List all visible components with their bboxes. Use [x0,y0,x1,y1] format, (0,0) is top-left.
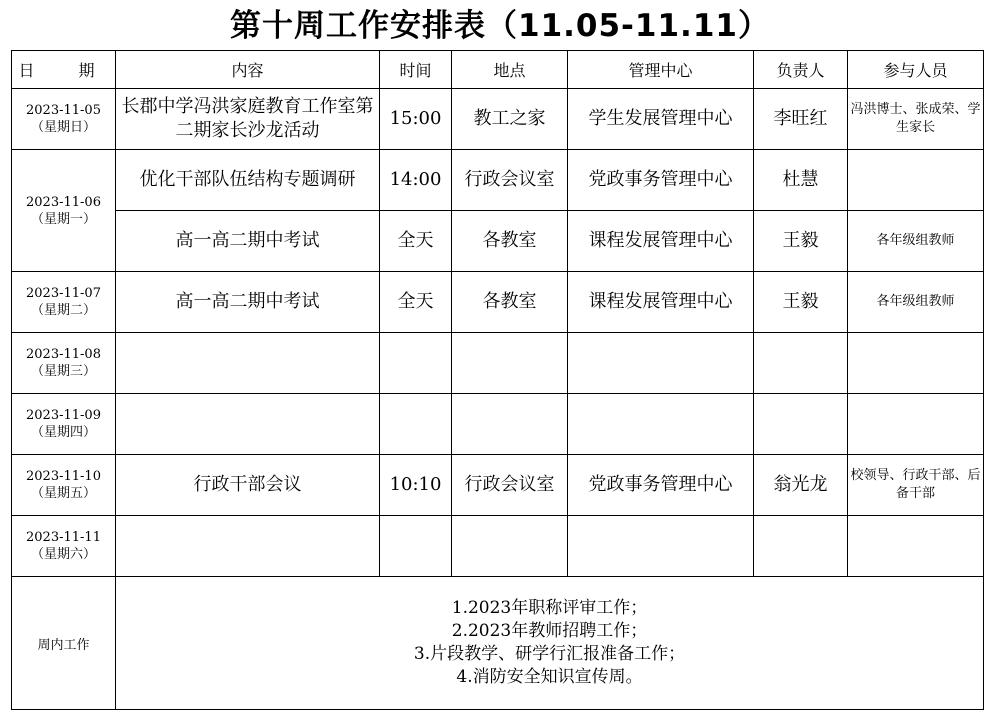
owner-cell: 杜慧 [754,150,848,211]
date-cell [12,333,116,394]
participants-cell [848,150,984,211]
time-cell [380,516,452,577]
table-row [12,89,984,150]
table-row [12,516,984,577]
week-work-item: 1.2023年职称评审工作； [451,598,648,618]
center-cell: 课程发展管理中心 [568,272,754,333]
week-work-item: 3.片段教学、研学行汇报准备工作； [413,644,686,664]
date-text: 2023-11-06 [26,194,101,210]
time-cell [380,333,452,394]
time-cell: 全天 [380,272,452,333]
participants-cell: 校领导、行政干部、后备干部 [848,455,984,516]
weekday-text: （星期一） [30,211,96,227]
header-content: 内容 [116,51,380,89]
participants-cell: 冯洪博士、张成荣、学生家长 [848,89,984,150]
owner-cell: 翁光龙 [754,455,848,516]
weekday-text: （星期三） [30,364,96,379]
content-cell [116,333,380,394]
header-row [12,51,984,89]
participants-cell: 各年级组教师 [848,211,984,272]
place-cell: 行政会议室 [452,150,568,211]
date-cell [12,516,116,577]
header-place: 地点 [452,51,568,89]
date-cell [12,455,116,516]
weekday-text: （星期六） [30,547,96,562]
place-cell [452,394,568,455]
center-cell: 党政事务管理中心 [568,455,754,516]
time-cell: 10:10 [380,455,452,516]
place-cell: 教工之家 [452,89,568,150]
page-title: 第十周工作安排表（11.05-11.11） [230,8,770,44]
date-text: 2023-11-07 [26,286,101,301]
place-cell [452,516,568,577]
participants-cell [848,516,984,577]
place-cell: 行政会议室 [452,455,568,516]
weekday-text: （星期五） [30,486,96,501]
owner-cell [754,516,848,577]
time-cell: 全天 [380,211,452,272]
content-cell: 高一高二期中考试 [116,272,380,333]
center-cell [568,394,754,455]
participants-cell [848,333,984,394]
time-cell [380,394,452,455]
place-cell: 各教室 [452,272,568,333]
weekday-text: （星期四） [30,425,96,440]
week-work-item: 4.消防安全知识宣传周。 [456,667,643,687]
content-cell: 优化干部队伍结构专题调研 [116,150,380,211]
table-row [12,211,984,272]
date-text: 2023-11-11 [26,530,101,545]
table-row [12,150,984,211]
date-cell [12,150,116,272]
week-work-row [12,577,984,710]
owner-cell: 王毅 [754,211,848,272]
content-cell [116,394,380,455]
time-cell: 14:00 [380,150,452,211]
week-work-label: 周内工作 [12,577,116,710]
center-cell [568,516,754,577]
content-cell: 长郡中学冯洪家庭教育工作室第二期家长沙龙活动 [116,89,380,150]
week-work-item: 2.2023年教师招聘工作； [451,621,648,641]
owner-cell [754,333,848,394]
participants-cell: 各年级组教师 [848,272,984,333]
table-row [12,455,984,516]
center-cell: 学生发展管理中心 [568,89,754,150]
date-cell [12,394,116,455]
time-cell: 15:00 [380,89,452,150]
schedule-table [11,50,984,710]
owner-cell: 王毅 [754,272,848,333]
header-center: 管理中心 [568,51,754,89]
date-text: 2023-11-05 [26,103,101,118]
owner-cell [754,394,848,455]
table-row [12,272,984,333]
week-work-list [116,577,984,710]
participants-cell [848,394,984,455]
place-cell: 各教室 [452,211,568,272]
center-cell: 课程发展管理中心 [568,211,754,272]
owner-cell: 李旺红 [754,89,848,150]
center-cell [568,333,754,394]
header-date: 日 期 [12,51,116,89]
date-text: 2023-11-08 [26,347,101,362]
content-cell: 高一高二期中考试 [116,211,380,272]
content-cell: 行政干部会议 [116,455,380,516]
date-cell [12,272,116,333]
table-row [12,394,984,455]
content-cell [116,516,380,577]
place-cell [452,333,568,394]
date-text: 2023-11-10 [26,469,101,484]
weekday-text: （星期二） [30,303,96,318]
date-text: 2023-11-09 [26,408,101,423]
header-participants: 参与人员 [848,51,984,89]
center-cell: 党政事务管理中心 [568,150,754,211]
table-row [12,333,984,394]
header-owner: 负责人 [754,51,848,89]
header-time: 时间 [380,51,452,89]
weekday-text: （星期日） [30,120,96,135]
date-cell [12,89,116,150]
